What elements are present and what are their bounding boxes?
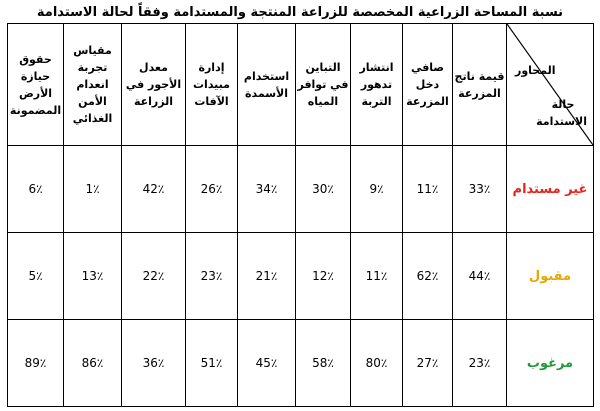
column-header: قيمة ناتج المزرعة (453, 24, 507, 146)
table-cell: 89٪ (8, 320, 64, 407)
table-cell: 58٪ (296, 320, 351, 407)
table-cell: 6٪ (8, 146, 64, 233)
table-cell: 26٪ (186, 146, 238, 233)
state-label: حالة الاستدامة (536, 98, 587, 128)
table-cell: 33٪ (453, 146, 507, 233)
status-label: مقبول (507, 233, 594, 320)
column-header: حقوق حيازة الأرض المضمونة (8, 24, 64, 146)
table-cell: 45٪ (238, 320, 296, 407)
table-cell: 12٪ (296, 233, 351, 320)
sustainability-table (7, 23, 594, 407)
column-header: صافي دخل المزرعة (403, 24, 453, 146)
table-cell: 86٪ (64, 320, 122, 407)
column-header: إدارة مبيدات الآفات (186, 24, 238, 146)
table-cell: 80٪ (351, 320, 403, 407)
column-header: انتشار تدهور التربة (351, 24, 403, 146)
axes-label: المحاور (515, 64, 556, 77)
table-cell: 13٪ (64, 233, 122, 320)
table-cell: 5٪ (8, 233, 64, 320)
table-row (8, 233, 594, 320)
column-header: التباين في توافر المياه (296, 24, 351, 146)
table-cell: 22٪ (122, 233, 186, 320)
table-cell: 36٪ (122, 320, 186, 407)
corner-cell (507, 24, 594, 146)
column-header: استخدام الأسمدة (238, 24, 296, 146)
status-label: غير مستدام (507, 146, 594, 233)
status-label: مرغوب (507, 320, 594, 407)
column-header: مقياس تجربة انعدام الأمن الغذائي (64, 24, 122, 146)
column-header: معدل الأجور في الزراعة (122, 24, 186, 146)
table-cell: 9٪ (351, 146, 403, 233)
table-cell: 44٪ (453, 233, 507, 320)
table-row (8, 320, 594, 407)
table-cell: 42٪ (122, 146, 186, 233)
table-cell: 34٪ (238, 146, 296, 233)
table-cell: 23٪ (186, 233, 238, 320)
table-row (8, 146, 594, 233)
table-cell: 11٪ (351, 233, 403, 320)
table-cell: 30٪ (296, 146, 351, 233)
table-cell: 1٪ (64, 146, 122, 233)
table-cell: 27٪ (403, 320, 453, 407)
page-title: نسبة المساحة الزراعية المخصصة للزراعة المنتجة والمستدامة وفقاً لحالة الاستدامة (36, 5, 564, 20)
table-cell: 21٪ (238, 233, 296, 320)
table-cell: 11٪ (403, 146, 453, 233)
table-cell: 23٪ (453, 320, 507, 407)
table-cell: 51٪ (186, 320, 238, 407)
header-row (8, 24, 594, 146)
table-cell: 62٪ (403, 233, 453, 320)
